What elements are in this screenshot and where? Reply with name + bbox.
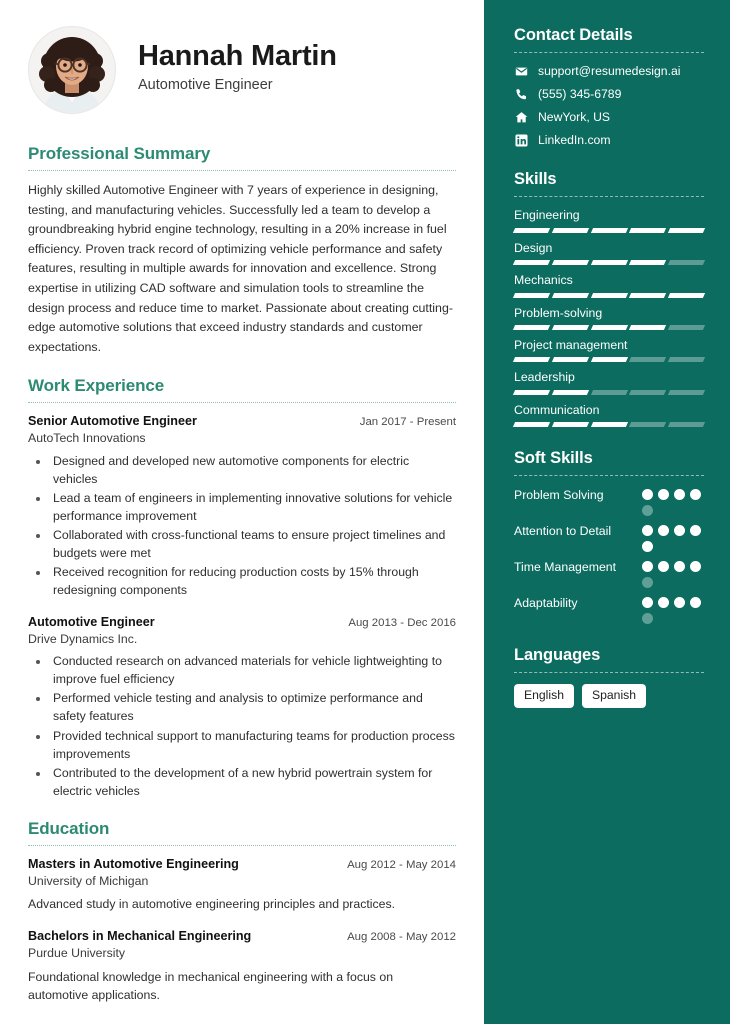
skill-segment	[513, 293, 550, 298]
soft-skill-dots	[642, 595, 704, 624]
soft-skill-row	[514, 487, 704, 516]
soft-skill-dot	[642, 597, 653, 608]
skill-segment	[552, 228, 589, 233]
skill-segment	[668, 325, 705, 330]
list-item: • Provided technical support to manufacturing teams for production process improvements	[50, 727, 456, 763]
section-soft-skills	[514, 449, 704, 624]
skill-segment	[590, 422, 627, 427]
soft-skill-dot	[642, 577, 653, 588]
section-education	[28, 819, 456, 1005]
contact-item-email[interactable]	[514, 64, 704, 80]
contact-item-phone[interactable]	[514, 87, 704, 103]
contact-item-location[interactable]	[514, 110, 704, 126]
section-heading-soft-skills: Soft Skills	[514, 448, 593, 467]
work-company: Drive Dynamics Inc.	[28, 632, 138, 647]
section-heading-work: Work Experience	[28, 376, 165, 396]
skill-label: Design	[514, 240, 553, 255]
divider	[28, 402, 456, 403]
work-date: Aug 2013 - Dec 2016	[348, 617, 456, 630]
divider	[28, 845, 456, 846]
section-work-experience	[28, 376, 456, 799]
education-entry	[28, 928, 456, 1004]
soft-skill-dot	[690, 561, 701, 572]
education-degree: Masters in Automotive Engineering	[28, 856, 239, 871]
divider	[514, 475, 704, 476]
soft-skill-dot	[658, 489, 669, 500]
skill-level-bar	[514, 228, 704, 233]
skill-row	[514, 241, 704, 265]
work-role: Automotive Engineer	[28, 615, 155, 630]
skill-segment	[629, 260, 666, 265]
work-entry	[28, 614, 456, 800]
language-chip-list	[514, 684, 704, 708]
soft-skill-dots	[642, 559, 704, 588]
section-contact-details	[514, 26, 704, 148]
section-heading-languages: Languages	[514, 645, 601, 664]
list-item: • Designed and developed new automotive components for electric vehicles	[50, 452, 456, 488]
contact-item-linkedin[interactable]	[514, 133, 704, 149]
skill-level-bar	[514, 390, 704, 395]
soft-skill-row	[514, 595, 704, 624]
skill-segment	[668, 228, 705, 233]
user-portrait-photo-icon	[29, 27, 115, 113]
skill-segment	[552, 260, 589, 265]
work-entry-head	[28, 614, 456, 631]
soft-skill-label: Problem Solving	[514, 487, 604, 502]
work-bullets	[28, 652, 456, 800]
skill-segment	[513, 390, 550, 395]
education-entry	[28, 856, 456, 914]
skill-row	[514, 273, 704, 297]
soft-skill-row	[514, 559, 704, 588]
skill-segment	[513, 357, 550, 362]
soft-skill-dot	[642, 505, 653, 516]
home-icon	[514, 111, 528, 125]
soft-skill-dot	[642, 561, 653, 572]
list-item: • Conducted research on advanced materials for vehicle lightweighting to improve fuel efficiency	[50, 652, 456, 688]
skill-segment	[552, 422, 589, 427]
skill-segment	[629, 325, 666, 330]
section-heading-skills: Skills	[514, 170, 557, 189]
soft-skill-dot	[674, 597, 685, 608]
job-title: Automotive Engineer	[138, 77, 273, 94]
envelope-icon	[514, 65, 528, 79]
skill-segment	[590, 293, 627, 298]
work-bullets	[28, 452, 456, 600]
education-degree: Bachelors in Mechanical Engineering	[28, 929, 252, 944]
education-entry-head	[28, 928, 456, 945]
soft-skill-dot	[674, 489, 685, 500]
list-item: • Collaborated with cross-functional teams to ensure project timelines and budgets were met	[50, 526, 456, 562]
divider	[28, 170, 456, 171]
skill-segment	[668, 357, 705, 362]
phone-icon	[514, 88, 528, 102]
contact-linkedin-value: LinkedIn.com	[538, 132, 611, 147]
education-description: Advanced study in automotive engineering principles and practices.	[28, 896, 396, 911]
skill-label: Engineering	[514, 208, 580, 223]
soft-skill-dot	[642, 489, 653, 500]
language-chip[interactable]: English	[514, 684, 574, 708]
education-date: Aug 2008 - May 2012	[347, 931, 456, 944]
list-item: • Contributed to the development of a new hybrid powertrain system for electric vehicles	[50, 764, 456, 800]
skill-row	[514, 338, 704, 362]
section-skills	[514, 170, 704, 427]
skill-segment	[590, 228, 627, 233]
soft-skill-dot	[690, 489, 701, 500]
soft-skill-dot	[690, 525, 701, 536]
language-chip[interactable]: Spanish	[582, 684, 646, 708]
work-entry-head	[28, 413, 456, 430]
skill-segment	[590, 325, 627, 330]
contact-location-value: NewYork, US	[538, 109, 611, 124]
list-item: • Performed vehicle testing and analysis to optimize performance and safety features	[50, 689, 456, 725]
skill-level-bar	[514, 293, 704, 298]
skill-label: Mechanics	[514, 273, 573, 288]
skill-label: Project management	[514, 337, 628, 352]
education-date: Aug 2012 - May 2014	[347, 858, 456, 871]
divider	[514, 672, 704, 673]
skill-level-bar	[514, 325, 704, 330]
skill-segment	[629, 390, 666, 395]
skill-segment	[668, 422, 705, 427]
skill-level-bar	[514, 260, 704, 265]
section-professional-summary	[28, 144, 456, 357]
skill-segment	[629, 293, 666, 298]
work-company: AutoTech Innovations	[28, 431, 146, 446]
skill-segment	[668, 260, 705, 265]
divider	[514, 196, 704, 197]
skill-label: Problem-solving	[514, 305, 603, 320]
soft-skill-dot	[658, 525, 669, 536]
skill-level-bar	[514, 357, 704, 362]
list-item: • Received recognition for reducing production costs by 15% through redesigning components	[50, 563, 456, 599]
soft-skill-dot	[658, 597, 669, 608]
soft-skill-label: Adaptability	[514, 595, 578, 610]
soft-skill-dot	[690, 597, 701, 608]
work-role: Senior Automotive Engineer	[28, 414, 197, 429]
education-school: Purdue University	[28, 946, 126, 961]
soft-skill-dot	[674, 525, 685, 536]
skill-segment	[629, 422, 666, 427]
education-entry-head	[28, 856, 456, 873]
section-heading-summary: Professional Summary	[28, 144, 211, 163]
skill-segment	[668, 390, 705, 395]
skill-segment	[513, 325, 550, 330]
skill-segment	[629, 357, 666, 362]
summary-text: Highly skilled Automotive Engineer with 7 years of experience in designing, testing, and manufacturing vehicles. Successfully led a team to develop a groundbreaking hybrid engine technology, resulting in a 20% increase in fuel efficiency. Proven track record of optimizing vehicle performance and safety features, resulting in multiple awards for innovation and excellence. Strong expertise in utilizing CAD software and simulation tools to streamline the design process and reduce time to market. Passionate about creating cutting-edge automotive solutions that exceed industry standards and customer expectations.	[28, 183, 453, 354]
skill-segment	[668, 293, 705, 298]
section-heading-contact: Contact Details	[514, 26, 633, 44]
skill-segment	[590, 390, 627, 395]
skill-row	[514, 306, 704, 330]
skill-segment	[629, 228, 666, 233]
page-title: Hannah Martin	[138, 40, 337, 73]
soft-skill-dots	[642, 523, 704, 552]
skill-label: Communication	[514, 402, 600, 417]
name-block	[138, 41, 337, 98]
skill-level-bar	[514, 422, 704, 427]
linkedin-icon	[514, 134, 528, 148]
contact-email-value: support@resumedesign.ai	[538, 64, 681, 78]
work-entry	[28, 413, 456, 599]
contact-phone-value: (555) 345-6789	[538, 86, 622, 101]
skill-segment	[552, 325, 589, 330]
resume-sidebar	[484, 0, 730, 1024]
skill-label: Leadership	[514, 370, 575, 385]
section-languages	[514, 646, 704, 708]
skill-segment	[590, 260, 627, 265]
avatar	[28, 26, 116, 114]
work-date: Jan 2017 - Present	[359, 416, 456, 429]
skill-segment	[590, 357, 627, 362]
skill-row	[514, 370, 704, 394]
skill-row	[514, 208, 704, 232]
resume-header	[28, 26, 456, 114]
skill-segment	[552, 357, 589, 362]
skill-row	[514, 403, 704, 427]
soft-skill-row	[514, 523, 704, 552]
skill-segment	[513, 228, 550, 233]
skill-segment	[552, 293, 589, 298]
skill-segment	[513, 422, 550, 427]
skill-segment	[513, 260, 550, 265]
soft-skill-label: Attention to Detail	[514, 523, 612, 538]
education-school: University of Michigan	[28, 873, 149, 888]
soft-skill-dot	[674, 561, 685, 572]
soft-skill-dot	[642, 613, 653, 624]
education-description: Foundational knowledge in mechanical engineering with a focus on automotive applications.	[28, 969, 394, 1003]
list-item: • Lead a team of engineers in implementing innovative solutions for vehicle performance improvement	[50, 489, 456, 525]
soft-skill-dots	[642, 487, 704, 516]
soft-skill-label: Time Management	[514, 559, 617, 574]
skill-segment	[552, 390, 589, 395]
soft-skill-dot	[642, 541, 653, 552]
soft-skill-dot	[658, 561, 669, 572]
soft-skill-dot	[642, 525, 653, 536]
divider	[514, 52, 704, 53]
section-heading-education: Education	[28, 818, 110, 838]
